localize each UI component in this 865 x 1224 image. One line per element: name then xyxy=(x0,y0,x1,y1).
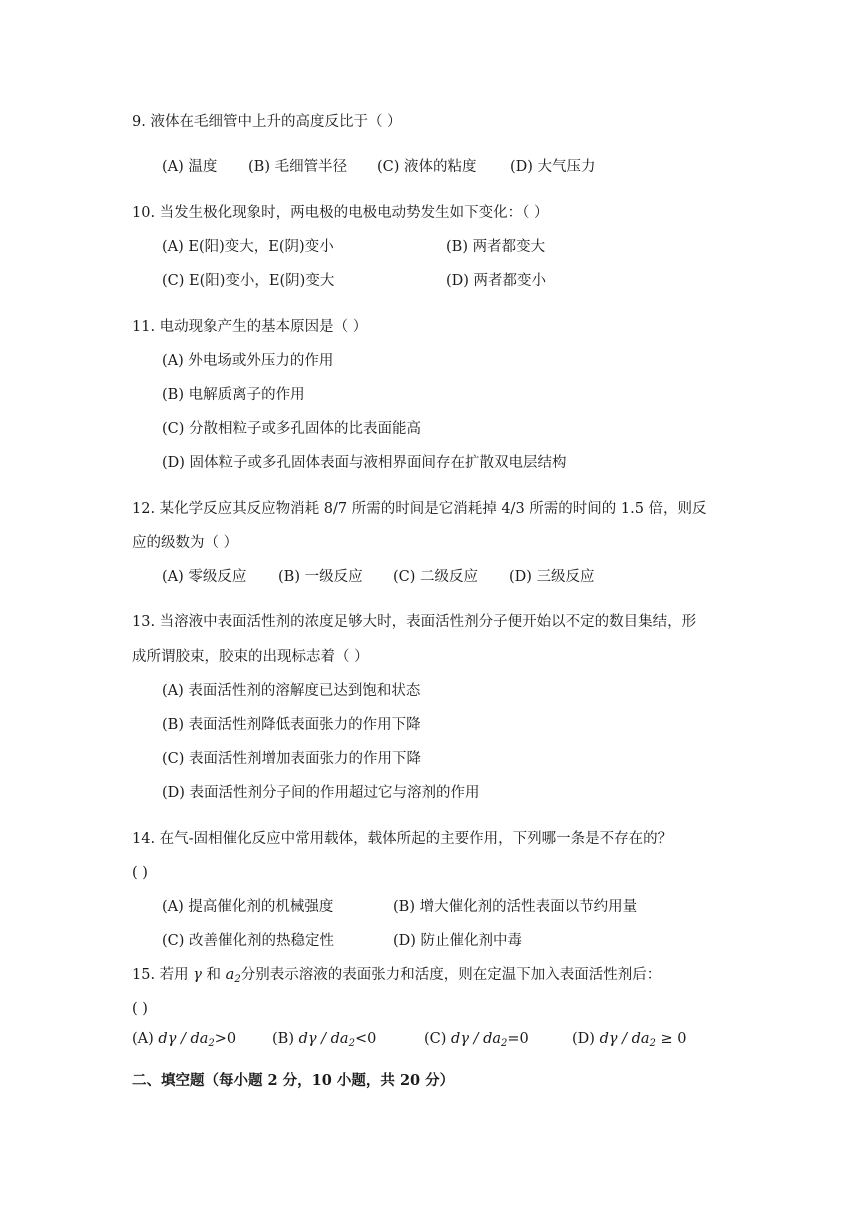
option-c-label: (C) xyxy=(424,1031,452,1047)
option-a-label: (A) xyxy=(132,1031,159,1047)
question-10-stem: 10. 当发生极化现象时，两电极的电极电动势发生如下变化：（ ） xyxy=(132,205,549,221)
question-14-option-b: (B) 增大催化剂的活性表面以节约用量 xyxy=(393,899,638,915)
question-14-option-d: (D) 防止催化剂中毒 xyxy=(393,933,523,949)
option-d-label: (D) xyxy=(572,1031,600,1047)
question-13-stem-line1: 13. 当溶液中表面活性剂的浓度足够大时，表面活性剂分子便开始以不定的数目集结，形 xyxy=(132,614,697,630)
question-10-option-a: (A) E(阳)变大，E(阴)变小 xyxy=(162,239,334,255)
question-15-stem-and: 和 xyxy=(201,967,226,983)
question-15-option-b xyxy=(272,1032,376,1049)
option-a-expression: dγ / da xyxy=(158,1031,209,1047)
question-10-option-c: (C) E(阳)变小，E(阴)变大 xyxy=(162,273,335,289)
question-9-option-a: (A) 温度 xyxy=(162,159,218,175)
question-13-stem-line2: 成所谓胶束，胶束的出现标志着（ ） xyxy=(132,649,369,665)
question-15-option-a xyxy=(132,1032,236,1049)
option-d-subscript: 2 xyxy=(649,1038,656,1049)
option-c-expression: dγ / da xyxy=(451,1031,502,1047)
gamma-symbol: γ xyxy=(193,967,202,983)
question-14-option-a: (A) 提高催化剂的机械强度 xyxy=(162,899,334,915)
question-11-stem: 11. 电动现象产生的基本原因是（ ） xyxy=(132,319,368,335)
question-14-stem-line2: ( ) xyxy=(132,865,148,881)
question-9-option-b: (B) 毛细管半径 xyxy=(248,159,348,175)
option-d-relation: ≥ 0 xyxy=(655,1031,687,1047)
question-12-stem-line1: 12. 某化学反应其反应物消耗 8/7 所需的时间是它消耗掉 4/3 所需的时间的 1.5 倍，则反 xyxy=(132,501,707,517)
option-a-subscript: 2 xyxy=(208,1038,215,1049)
option-a-relation: >0 xyxy=(214,1031,237,1047)
activity-subscript: 2 xyxy=(234,974,241,985)
section-2-heading: 二、填空题（每小题 2 分，10 小题，共 20 分） xyxy=(132,1072,455,1089)
option-d-expression: dγ / da xyxy=(599,1031,650,1047)
question-11-option-a: (A) 外电场或外压力的作用 xyxy=(162,353,334,369)
question-15-option-c xyxy=(424,1032,529,1049)
question-12-option-a: (A) 零级反应 xyxy=(162,569,247,585)
option-c-subscript: 2 xyxy=(501,1038,508,1049)
question-12-option-c: (C) 二级反应 xyxy=(393,569,479,585)
question-13-option-d: (D) 表面活性剂分子间的作用超过它与溶剂的作用 xyxy=(162,785,480,801)
question-9-option-c: (C) 液体的粘度 xyxy=(377,159,477,175)
question-14-option-c: (C) 改善催化剂的热稳定性 xyxy=(162,933,335,949)
question-13-option-a: (A) 表面活性剂的溶解度已达到饱和状态 xyxy=(162,683,421,699)
activity-symbol: a xyxy=(225,967,235,983)
question-13-option-b: (B) 表面活性剂降低表面张力的作用下降 xyxy=(162,717,421,733)
question-11-option-b: (B) 电解质离子的作用 xyxy=(162,387,305,403)
question-11-option-c: (C) 分散相粒子或多孔固体的比表面能高 xyxy=(162,421,422,437)
question-12-option-d: (D) 三级反应 xyxy=(509,569,595,585)
question-10-option-b: (B) 两者都变大 xyxy=(446,239,546,255)
question-15-stem-rest: 分别表示溶液的表面张力和活度，则在定温下加入表面活性剂后： xyxy=(240,967,662,983)
question-9-stem: 9. 液体在毛细管中上升的高度反比于（ ） xyxy=(132,114,402,130)
question-11-option-d: (D) 固体粒子或多孔固体表面与液相界面间存在扩散双电层结构 xyxy=(162,455,567,471)
question-15-stem-prefix: 15. 若用 xyxy=(132,967,194,983)
option-b-expression: dγ / da xyxy=(298,1031,349,1047)
question-13-option-c: (C) 表面活性剂增加表面张力的作用下降 xyxy=(162,751,422,767)
question-10-option-d: (D) 两者都变小 xyxy=(446,273,547,289)
option-b-label: (B) xyxy=(272,1031,299,1047)
question-12-option-b: (B) 一级反应 xyxy=(278,569,363,585)
option-b-subscript: 2 xyxy=(348,1038,355,1049)
question-15-option-d xyxy=(572,1032,687,1049)
question-14-stem-line1: 14. 在气-固相催化反应中常用载体，载体所起的主要作用，下列哪一条是不存在的？ xyxy=(132,831,673,847)
question-12-stem-line2: 应的级数为（ ） xyxy=(132,535,239,551)
question-15-stem-line2: ( ) xyxy=(132,1001,148,1017)
question-15-stem-line1 xyxy=(132,968,661,985)
question-9-option-d: (D) 大气压力 xyxy=(510,159,596,175)
option-b-relation: <0 xyxy=(354,1031,377,1047)
option-c-relation: =0 xyxy=(507,1031,529,1047)
